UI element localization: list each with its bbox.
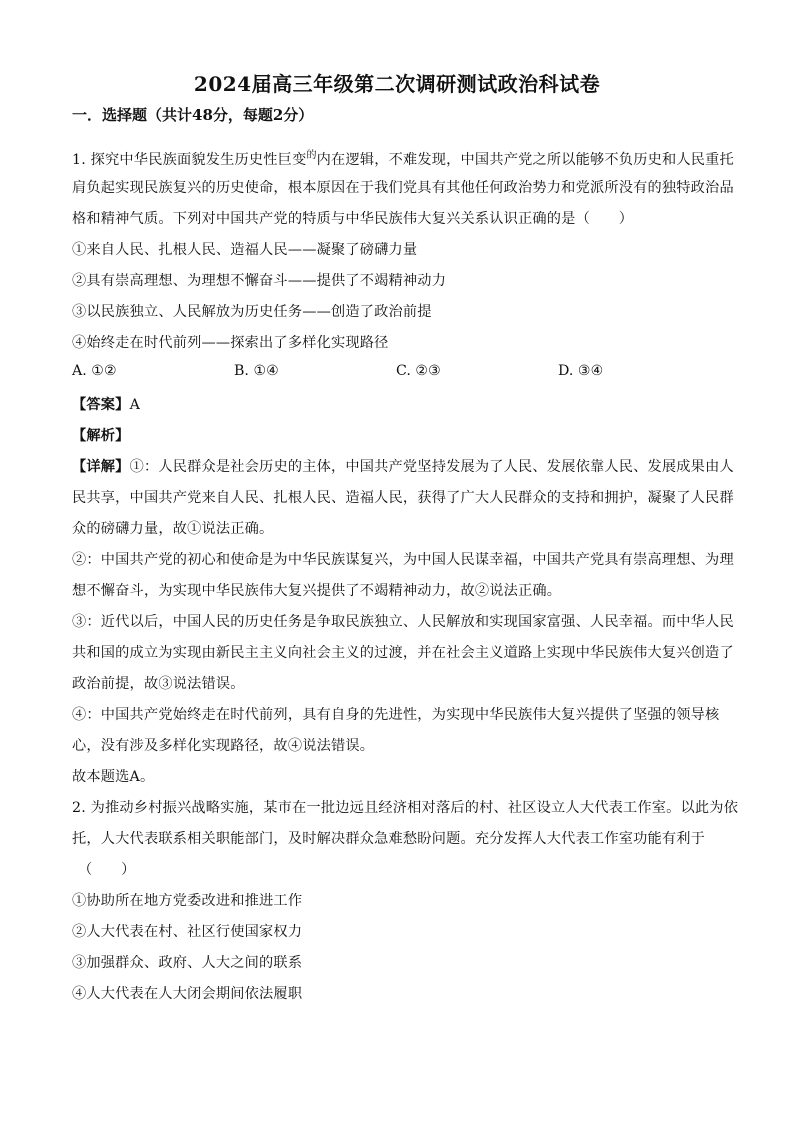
q1-conclusion: 故本题选A。 — [72, 769, 155, 785]
detail-2-line-2: 想不懈奋斗，为实现中华民族伟大复兴提供了不竭精神动力，故②说法正确。 — [72, 583, 562, 599]
q1-stem-superscript: 的 — [306, 150, 317, 161]
q1-item-1: ①来自人民、扎根人民、造福人民——凝聚了磅礴力量 — [72, 242, 418, 258]
q1-item-2: ②具有崇高理想、为理想不懈奋斗——提供了不竭精神动力 — [72, 273, 447, 289]
q1-stem-line-1 — [72, 146, 734, 169]
detail-4-line-2: 心，没有涉及多样化实现路径，故④说法错误。 — [72, 738, 375, 754]
detail-1-line-2: 民共享，中国共产党来自人民、扎根人民、造福人民，获得了广大人民群众的支持和拥护，凝聚了人民群 — [72, 490, 734, 506]
q1-item-4: ④始终走在时代前列——探索出了多样化实现路径 — [72, 335, 389, 351]
q1-stem-part-a: 1. 探究中华民族面貌发生历史性巨变 — [72, 152, 307, 168]
exam-title: 2024届高三年级第二次调研测试政治科试卷 — [193, 72, 601, 96]
detail-3-line-2: 共和国的成立为实现由新民主主义向社会主义的过渡，并在社会主义道路上实现中华民族伟大复兴创造了 — [72, 645, 734, 661]
answer-tag: 【答案】 — [72, 397, 130, 413]
analysis-tag: 【解析】 — [72, 428, 130, 444]
q2-stem-line-3: （ ） — [78, 862, 136, 878]
q2-stem-line-2: 托，人大代表联系相关职能部门，及时解决群众急难愁盼问题。充分发挥人大代表工作室功能有利于 — [72, 831, 706, 847]
q2-item-2: ②人大代表在村、社区行使国家权力 — [72, 924, 303, 940]
q2-item-4: ④人大代表在人大闭会期间依法履职 — [72, 986, 303, 1002]
detail-4-line-1: ④：中国共产党始终走在时代前列，具有自身的先进性，为实现中华民族伟大复兴提供了坚强的领导核 — [72, 707, 720, 723]
detail-1-text: ①：人民群众是社会历史的主体，中国共产党坚持发展为了人民、发展依靠人民、发展成果由人 — [129, 459, 734, 475]
q1-stem-line-3: 格和精神气质。下列对中国共产党的特质与中华民族伟大复兴关系认识正确的是（ ） — [72, 211, 634, 227]
q1-item-3: ③以民族独立、人民解放为历史任务——创造了政治前提 — [72, 304, 432, 320]
q1-option-d: D. ③④ — [558, 363, 604, 379]
detail-1-line-3: 众的磅礴力量，故①说法正确。 — [72, 521, 274, 537]
detail-3-line-1: ③：近代以后，中国人民的历史任务是争取民族独立、人民解放和实现国家富强、人民幸福。而中华人民 — [72, 614, 734, 630]
q1-stem-part-b: 内在逻辑，不难发现，中国共产党之所以能够不负历史和人民重托 — [316, 152, 734, 168]
q1-stem-line-2: 肩负起实现民族复兴的历史使命，根本原因在于我们党具有其他任何政治势力和党派所没有的独特政治品 — [72, 180, 734, 196]
detail-1-line-1 — [72, 456, 734, 476]
q1-option-b: B. ①④ — [234, 363, 279, 379]
answer-value: A — [129, 397, 141, 413]
q1-option-a: A. ①② — [72, 363, 117, 379]
q2-stem-line-1: 2. 为推动乡村振兴战略实施，某市在一批边远且经济相对落后的村、社区设立人大代表工作室。以此为依 — [72, 800, 739, 816]
detail-3-line-3: 政治前提，故③说法错误。 — [72, 676, 245, 692]
detail-2-line-1: ②：中国共产党的初心和使命是为中华民族谋复兴，为中国人民谋幸福，中国共产党具有崇高理想、为理 — [72, 552, 734, 568]
q1-option-c: C. ②③ — [396, 363, 441, 379]
detail-tag: 【详解】 — [72, 459, 130, 475]
section-heading: 一．选择题（共计48分，每题2分） — [72, 106, 314, 124]
q2-item-3: ③加强群众、政府、人大之间的联系 — [72, 955, 303, 971]
q1-answer-line — [72, 394, 140, 414]
q2-item-1: ①协助所在地方党委改进和推进工作 — [72, 893, 303, 909]
